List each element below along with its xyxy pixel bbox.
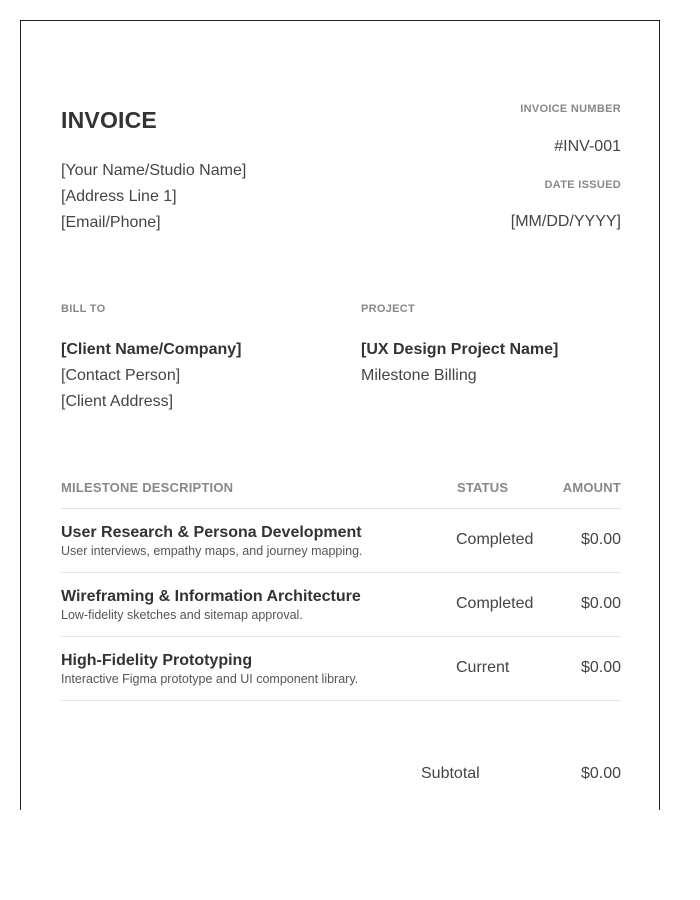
table-row <box>61 637 621 701</box>
header-description: MILESTONE DESCRIPTION <box>61 480 234 495</box>
table-row <box>61 509 621 573</box>
milestone-name: User Research & Persona Development <box>61 524 362 541</box>
date-issued-label: DATE ISSUED <box>544 179 621 191</box>
bill-to-label: BILL TO <box>61 303 106 315</box>
project-name: [UX Design Project Name] <box>361 341 559 358</box>
project-label: PROJECT <box>361 303 416 315</box>
milestone-name: Wireframing & Information Architecture <box>61 588 361 605</box>
subtotal-value: $0.00 <box>580 765 621 782</box>
project-section <box>361 303 621 389</box>
project-billing-type: Milestone Billing <box>361 367 477 384</box>
milestone-name: High-Fidelity Prototyping <box>61 652 253 669</box>
invoice-number-label: INVOICE NUMBER <box>520 103 621 115</box>
milestone-description: User interviews, empathy maps, and journey mapping. <box>61 544 363 558</box>
milestone-amount: $0.00 <box>580 659 621 676</box>
sender-contact: [Email/Phone] <box>61 214 161 231</box>
header-status: STATUS <box>457 480 509 495</box>
client-address: [Client Address] <box>61 393 174 410</box>
subtotal-row <box>61 765 621 789</box>
milestone-description: Interactive Figma prototype and UI component library. <box>61 672 359 686</box>
milestone-table <box>61 480 621 701</box>
date-issued-value: [MM/DD/YYYY] <box>510 213 621 230</box>
subtotal-label: Subtotal <box>421 765 480 782</box>
milestone-status: Completed <box>456 531 534 548</box>
invoice-sheet <box>20 20 660 810</box>
header-amount: AMOUNT <box>562 480 621 495</box>
milestone-description: Low-fidelity sketches and sitemap approval. <box>61 608 303 622</box>
invoice-title: INVOICE <box>61 107 157 133</box>
table-row <box>61 573 621 637</box>
milestone-amount: $0.00 <box>580 595 621 612</box>
table-header <box>61 480 621 509</box>
milestone-status: Current <box>456 659 510 676</box>
sender-address: [Address Line 1] <box>61 188 177 205</box>
bill-to-section <box>61 303 341 415</box>
sender-details <box>61 158 246 236</box>
client-contact: [Contact Person] <box>61 367 181 384</box>
sender-name: [Your Name/Studio Name] <box>61 162 247 179</box>
milestone-status: Completed <box>456 595 534 612</box>
milestone-amount: $0.00 <box>580 531 621 548</box>
invoice-number-value: #INV-001 <box>554 138 621 155</box>
client-name: [Client Name/Company] <box>61 341 242 358</box>
